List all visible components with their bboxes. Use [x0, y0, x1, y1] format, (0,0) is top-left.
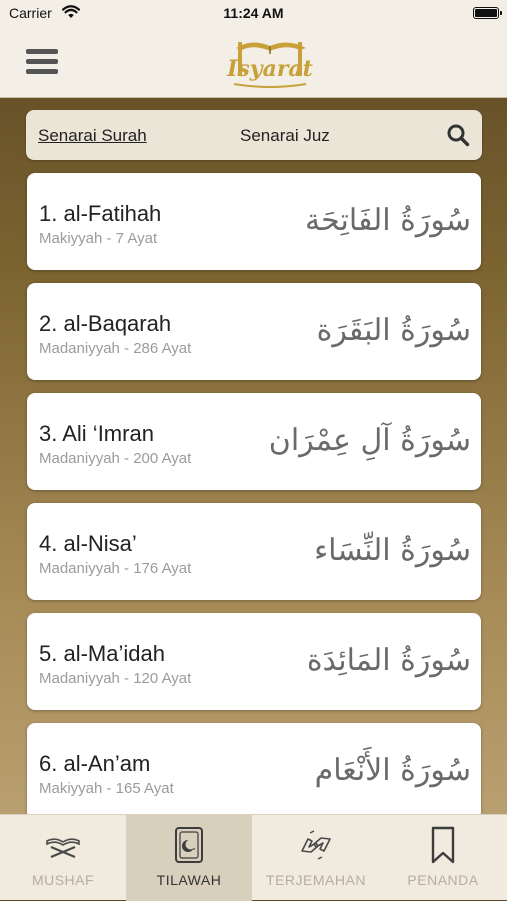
- bottom-tab-bar: [0, 814, 507, 900]
- carrier-label: Carrier: [9, 5, 52, 21]
- surah-card[interactable]: [27, 283, 481, 380]
- surah-title: 1. al-Fatihah: [39, 201, 162, 226]
- surah-meta: Madaniyyah - 120 Ayat: [39, 670, 192, 687]
- surah-meta: Madaniyyah - 286 Ayat: [39, 340, 192, 357]
- surah-juz-switcher: [26, 110, 482, 160]
- nav-bar: [0, 26, 507, 98]
- svg-text:Isyarat: Isyarat: [227, 56, 313, 82]
- surah-title: 6. al-An’am: [39, 751, 151, 776]
- tab-penanda[interactable]: [380, 815, 506, 901]
- surah-title: 2. al-Baqarah: [39, 311, 172, 336]
- surah-meta: Madaniyyah - 176 Ayat: [39, 560, 192, 577]
- quran-book-icon: [169, 825, 209, 865]
- surah-meta: Makiyyah - 7 Ayat: [39, 230, 158, 247]
- surah-card[interactable]: [27, 393, 481, 490]
- surah-calligraphy: سُورَةُ الفَاتِحَة: [305, 203, 471, 238]
- surah-card[interactable]: [27, 723, 481, 820]
- tab-mushaf[interactable]: [0, 815, 126, 901]
- bookmark-icon: [423, 825, 463, 865]
- status-bar: [0, 0, 507, 26]
- surah-calligraphy: سُورَةُ المَائِدَة: [306, 643, 471, 678]
- tab-label: PENANDA: [407, 872, 479, 888]
- search-icon[interactable]: [446, 123, 470, 147]
- surah-meta: Madaniyyah - 200 Ayat: [39, 450, 192, 467]
- surah-list: [0, 172, 507, 814]
- sign-language-hands-icon: [296, 825, 336, 865]
- tab-label: MUSHAF: [31, 872, 95, 888]
- surah-title: 3. Ali ‘Imran: [39, 421, 154, 446]
- surah-meta: Makiyyah - 165 Ayat: [39, 780, 174, 797]
- surah-title: 5. al-Ma’idah: [39, 641, 165, 666]
- hamburger-menu-icon[interactable]: [26, 49, 58, 77]
- tab-senarai-surah[interactable]: Senarai Surah: [38, 126, 147, 145]
- surah-calligraphy: سُورَةُ البَقَرَة: [316, 313, 471, 348]
- surah-calligraphy: سُورَةُ النِّسَاء: [314, 533, 471, 568]
- surah-calligraphy: سُورَةُ الأَنْعَام: [314, 753, 471, 788]
- tab-tilawah[interactable]: [126, 815, 252, 901]
- surah-card[interactable]: [27, 503, 481, 600]
- tab-senarai-juz[interactable]: Senarai Juz: [240, 126, 330, 145]
- open-book-stand-icon: [43, 825, 83, 865]
- isyarat-logo: [226, 34, 314, 92]
- tab-label: TERJEMAHAN: [266, 872, 366, 888]
- tab-label: TILAWAH: [156, 872, 222, 888]
- surah-card[interactable]: [27, 613, 481, 710]
- surah-calligraphy: سُورَةُ آلِ عِمْرَان: [268, 423, 471, 458]
- battery-icon: [473, 7, 499, 19]
- surah-card[interactable]: [27, 173, 481, 270]
- surah-title: 4. al-Nisa’: [39, 531, 137, 556]
- tab-terjemahan[interactable]: [253, 815, 379, 901]
- clock: 11:24 AM: [223, 5, 284, 21]
